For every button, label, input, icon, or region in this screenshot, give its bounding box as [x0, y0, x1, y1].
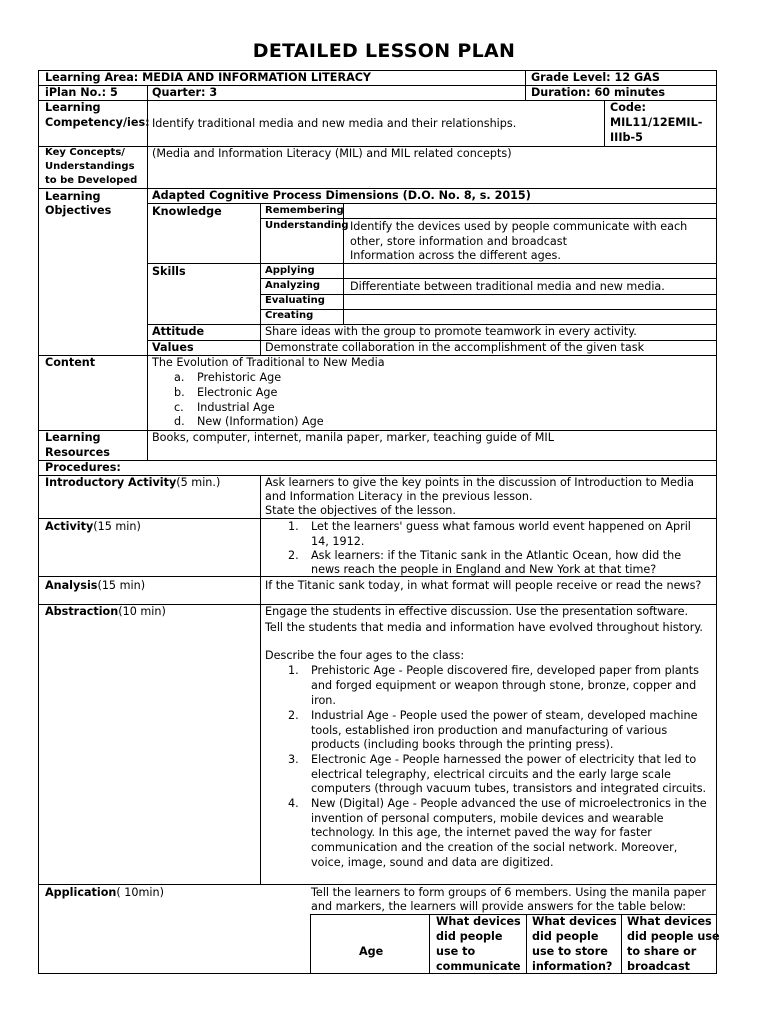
- understanding-label: Understanding: [265, 220, 349, 231]
- inner-table-header-age: Age: [359, 945, 384, 958]
- abstraction-line: tools, established iron production and manufacturing of various: [311, 724, 668, 737]
- concepts-label-line: Key Concepts/: [45, 147, 125, 158]
- inner-table-header-communicate: use to: [436, 945, 476, 958]
- concepts-text: (Media and Information Literacy (MIL) and MIL related concepts): [152, 147, 512, 160]
- inner-table-header-share: What devices: [627, 915, 712, 928]
- content-label: Content: [45, 356, 96, 369]
- competency-text: Identify traditional media and new media and their relationships.: [152, 117, 517, 130]
- abstraction-line: Industrial Age - People used the power of steam, developed machine: [311, 709, 698, 722]
- learning-area-cell: Learning Area: MEDIA AND INFORMATION LITERACY: [45, 71, 372, 84]
- abstraction-label: Abstraction(10 min): [45, 605, 166, 618]
- list-marker: 3.: [288, 753, 299, 766]
- attitude-text: Share ideas with the group to promote teamwork in every activity.: [265, 325, 637, 338]
- competency-label-line: Competency/ies:: [45, 116, 150, 129]
- content-item: Industrial Age: [197, 401, 275, 414]
- abstraction-line: Prehistoric Age - People discovered fire, developed paper from plants: [311, 664, 699, 677]
- content-title: The Evolution of Traditional to New Media: [152, 356, 385, 369]
- intro-line: Ask learners to give the key points in the discussion of Introduction to Media: [265, 476, 694, 489]
- remembering-label: Remembering: [265, 205, 344, 216]
- inner-table-header-store: use to store: [532, 945, 608, 958]
- abstraction-line: computers (through vacuum tubes, transistors and integrated circuits.: [311, 782, 707, 795]
- abstraction-line: and forged equipment or weapon through stone, bronze, copper and: [311, 679, 697, 692]
- abstraction-line: Electronic Age - People harnessed the power of electricity that led to: [311, 753, 697, 766]
- analyzing-label: Analyzing: [265, 280, 321, 291]
- analyzing-text: Differentiate between traditional media and new media.: [350, 280, 665, 293]
- concepts-label-line: Understandings: [45, 161, 135, 172]
- intro-label: Introductory Activity(5 min.): [45, 476, 221, 489]
- activity-line: 14, 1912.: [311, 535, 365, 548]
- resources-text: Books, computer, internet, manila paper, marker, teaching guide of MIL: [152, 431, 554, 444]
- inner-table-header-store: information?: [532, 960, 613, 973]
- inner-table-header-store: What devices: [532, 915, 617, 928]
- inner-table-header-store: did people: [532, 930, 599, 943]
- activity-line: Ask learners: if the Titanic sank in the Atlantic Ocean, how did the: [311, 549, 682, 562]
- inner-table-header-communicate: did people: [436, 930, 503, 943]
- abstraction-line: products (including books through the printing press).: [311, 738, 614, 751]
- application-line: Tell the learners to form groups of 6 members. Using the manila paper: [311, 886, 707, 899]
- document-title: DETAILED LESSON PLAN: [252, 40, 516, 62]
- list-marker: c.: [174, 401, 184, 414]
- procedures-label: Procedures:: [45, 461, 121, 474]
- abstraction-line: New (Digital) Age - People advanced the use of microelectronics in the: [311, 797, 707, 810]
- content-item: New (Information) Age: [197, 415, 324, 428]
- activity-label: Activity(15 min): [45, 520, 141, 533]
- abstraction-intro-line: Tell the students that media and information have evolved throughout history.: [265, 621, 703, 634]
- application-line: and markers, the learners will provide answers for the table below:: [311, 900, 686, 913]
- values-text: Demonstrate collaboration in the accomplishment of the given task: [265, 341, 645, 354]
- resources-label-line: Resources: [45, 446, 110, 459]
- objectives-heading: Adapted Cognitive Process Dimensions (D.O. No. 8, s. 2015): [152, 189, 531, 202]
- list-marker: a.: [174, 371, 185, 384]
- application-label: Application( 10min): [45, 886, 164, 899]
- creating-label: Creating: [265, 310, 314, 321]
- abstraction-line: iron.: [311, 694, 336, 707]
- list-marker: d.: [174, 415, 185, 428]
- analysis-label: Analysis(15 min): [45, 579, 146, 592]
- list-marker: 2.: [288, 549, 299, 562]
- inner-table-header-communicate: communicate: [436, 960, 521, 973]
- abstraction-line: voice, image, sound and data are digitized.: [311, 856, 554, 869]
- knowledge-label: Knowledge: [152, 205, 222, 218]
- skills-label: Skills: [152, 265, 186, 278]
- intro-line: and Information Literacy in the previous lesson.: [265, 490, 533, 503]
- resources-label-line: Learning: [45, 431, 101, 444]
- understanding-line: Identify the devices used by people communicate with each: [350, 220, 688, 233]
- concepts-label-line: to be Developed: [45, 175, 138, 186]
- applying-label: Applying: [265, 265, 315, 276]
- inner-table-header-share: did people use: [627, 930, 720, 943]
- inner-table-header-share: broadcast: [627, 960, 690, 973]
- inner-table-header-share: to share or: [627, 945, 697, 958]
- list-marker: 1.: [288, 664, 299, 677]
- analysis-text: If the Titanic sank today, in what format will people receive or read the news?: [265, 579, 702, 592]
- quarter-cell: Quarter: 3: [152, 86, 218, 99]
- values-label: Values: [152, 341, 194, 354]
- abstraction-line: communication and the creation of the social network. Moreover,: [311, 841, 678, 854]
- content-item: Prehistoric Age: [197, 371, 282, 384]
- content-item: Electronic Age: [197, 386, 278, 399]
- abstraction-line: technology. In this age, the internet paved the way for faster: [311, 826, 652, 839]
- list-marker: 2.: [288, 709, 299, 722]
- list-marker: 4.: [288, 797, 299, 810]
- abstraction-intro-line: Engage the students in effective discussion. Use the presentation software.: [265, 605, 689, 618]
- code-line: MIL11/12EMIL-: [610, 116, 703, 129]
- attitude-label: Attitude: [152, 325, 205, 338]
- evaluating-label: Evaluating: [265, 295, 325, 306]
- duration-cell: Duration: 60 minutes: [531, 86, 665, 99]
- intro-line: State the objectives of the lesson.: [265, 504, 456, 517]
- activity-line: Let the learners' guess what famous world event happened on April: [311, 520, 691, 533]
- activity-line: news reach the people in England and New York at that time?: [311, 563, 657, 576]
- competency-label-line: Learning: [45, 101, 101, 114]
- understanding-line: other, store information and broadcast: [350, 235, 567, 248]
- objectives-label-line: Learning: [45, 190, 101, 203]
- objectives-label-line: Objectives: [45, 204, 112, 217]
- abstraction-describe: Describe the four ages to the class:: [265, 649, 465, 662]
- inner-table-header-communicate: What devices: [436, 915, 521, 928]
- code-line: Code:: [610, 101, 646, 114]
- grade-level-cell: Grade Level: 12 GAS: [531, 71, 660, 84]
- abstraction-line: invention of personal computers, mobile devices and wearable: [311, 812, 664, 825]
- code-line: IIIb-5: [610, 131, 643, 144]
- iplan-cell: iPlan No.: 5: [45, 86, 118, 99]
- list-marker: b.: [174, 386, 185, 399]
- understanding-line: Information across the different ages.: [350, 249, 561, 262]
- list-marker: 1.: [288, 520, 299, 533]
- abstraction-line: electrical telegraphy, electrical circuits and the early large scale: [311, 768, 671, 781]
